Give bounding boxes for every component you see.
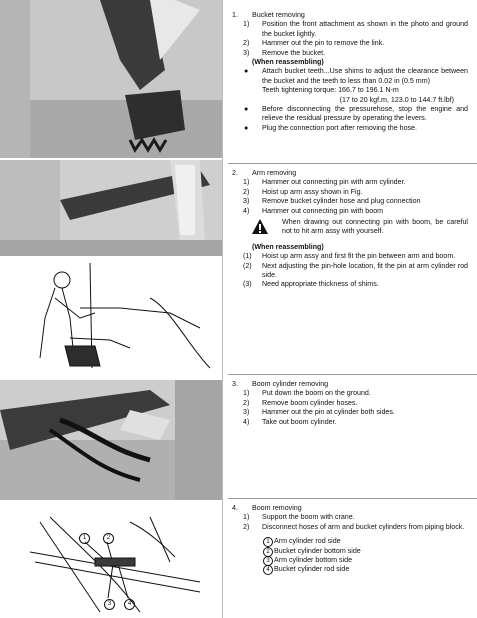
warning-note: When drawing out connecting pin with boom, be careful not to hit arm assy with yourself. [232,218,468,237]
section-boom-cylinder-removing [232,380,468,427]
section-number: 1. [232,11,238,19]
section-number: 4. [232,504,238,512]
reassembling-heading: (When reassembling) [252,58,324,67]
step: 3) Hammer out the pin at cylinder both sides. [243,408,395,417]
section-number: 2. [232,169,238,177]
circled-number-2: 2 [263,547,273,557]
arm-removing-photo [0,160,222,256]
section-heading [232,169,468,178]
section-title: Boom removing [252,504,302,512]
section-heading [232,11,468,20]
step: 2) Hammer out the pin to remove the link. [243,39,385,48]
circled-number-1: 1 [263,537,273,547]
section-divider [228,498,477,499]
callout-1: 1 [79,533,90,544]
step: 1) Put down the boom on the ground. [243,389,371,398]
step: 3) Remove bucket cylinder hose and plug connection [243,197,421,206]
section-title: Boom cylinder removing [252,380,329,388]
section-heading [232,380,468,389]
section-title: Bucket removing [252,11,305,19]
section-title: Arm removing [252,169,297,177]
bucket-removing-photo [0,0,222,158]
warning-icon [251,218,269,235]
bullet-icon: ● [244,105,249,114]
callout-3: 3 [104,599,115,610]
reassembling-heading: (When reassembling) [252,242,324,251]
step: 2) Hoist up arm assy shown in Fig. [243,187,363,196]
step: 2) Disconnect hoses of arm and bucket cylinders from piping block. [243,522,465,531]
step: 1) Hammer out connecting pin with arm cylinder. [243,178,406,187]
callout-2: 2 [103,533,114,544]
legend-item: 3 Arm cylinder bottom side [232,556,468,565]
bullet-icon: ● [244,67,249,76]
section-boom-removing [232,504,468,575]
legend-item: 1 Arm cylinder rod side [232,537,468,546]
step: 4) Hammer out connecting pin with boom [243,206,384,215]
circled-number-4: 4 [263,565,273,575]
section-arm-removing [232,169,468,290]
torque-spec-alt-units: (17 to 20 kgf.m, 123.0 to 144.7 ft.lbf) [339,95,454,104]
column-divider [222,0,223,618]
boom-cylinder-photo [0,380,222,500]
bullet-icon: ● [244,123,249,132]
reassembly-step: (1) Hoist up arm assy and first fit the pin between arm and boom. [243,252,456,261]
section-heading [232,504,468,513]
section-number: 3. [232,380,238,388]
step: 1) Position the front attachment as shown in the photo and ground the bucket lightly. [243,20,468,38]
circled-number-3: 3 [263,556,273,566]
bullet-item: ● Before disconnecting the pressurehose, stop the engine and relieve the residual pressure by operating the levers. [244,105,468,123]
step: 2) Remove boom cylinder hoses. [243,398,358,407]
section-divider [228,163,477,164]
section-divider [228,374,477,375]
torque-spec: Teeth tightening torque: 166.7 to 196.1 N-m [262,86,399,95]
step: 4) Take out boom cylinder. [243,417,337,426]
bullet-item: ● Attach bucket teeth...Use shims to adjust the clearance between the bucket and the teeth to less than 0.02 in (0.5 mm) [244,67,468,85]
reassembly-step: (2) Next adjusting the pin-hole location, fit the pin at arm cylinder rod side. [243,261,468,280]
bullet-item: ● Plug the connection port after removing the hose. [244,123,417,132]
callout-4: 4 [124,599,135,610]
legend-item: 4 Bucket cylinder rod side [232,565,468,574]
step: 3) Remove the bucket. [243,48,326,57]
arm-hoist-illustration [0,258,222,378]
reassembly-step: (3) Need appropriate thickness of shims. [243,280,379,289]
step: 1) Support the boom with crane. [243,513,355,522]
boom-removing-illustration [0,502,222,618]
section-bucket-removing [232,11,468,133]
legend-item: 2 Bucket cylinder bottom side [232,547,468,556]
